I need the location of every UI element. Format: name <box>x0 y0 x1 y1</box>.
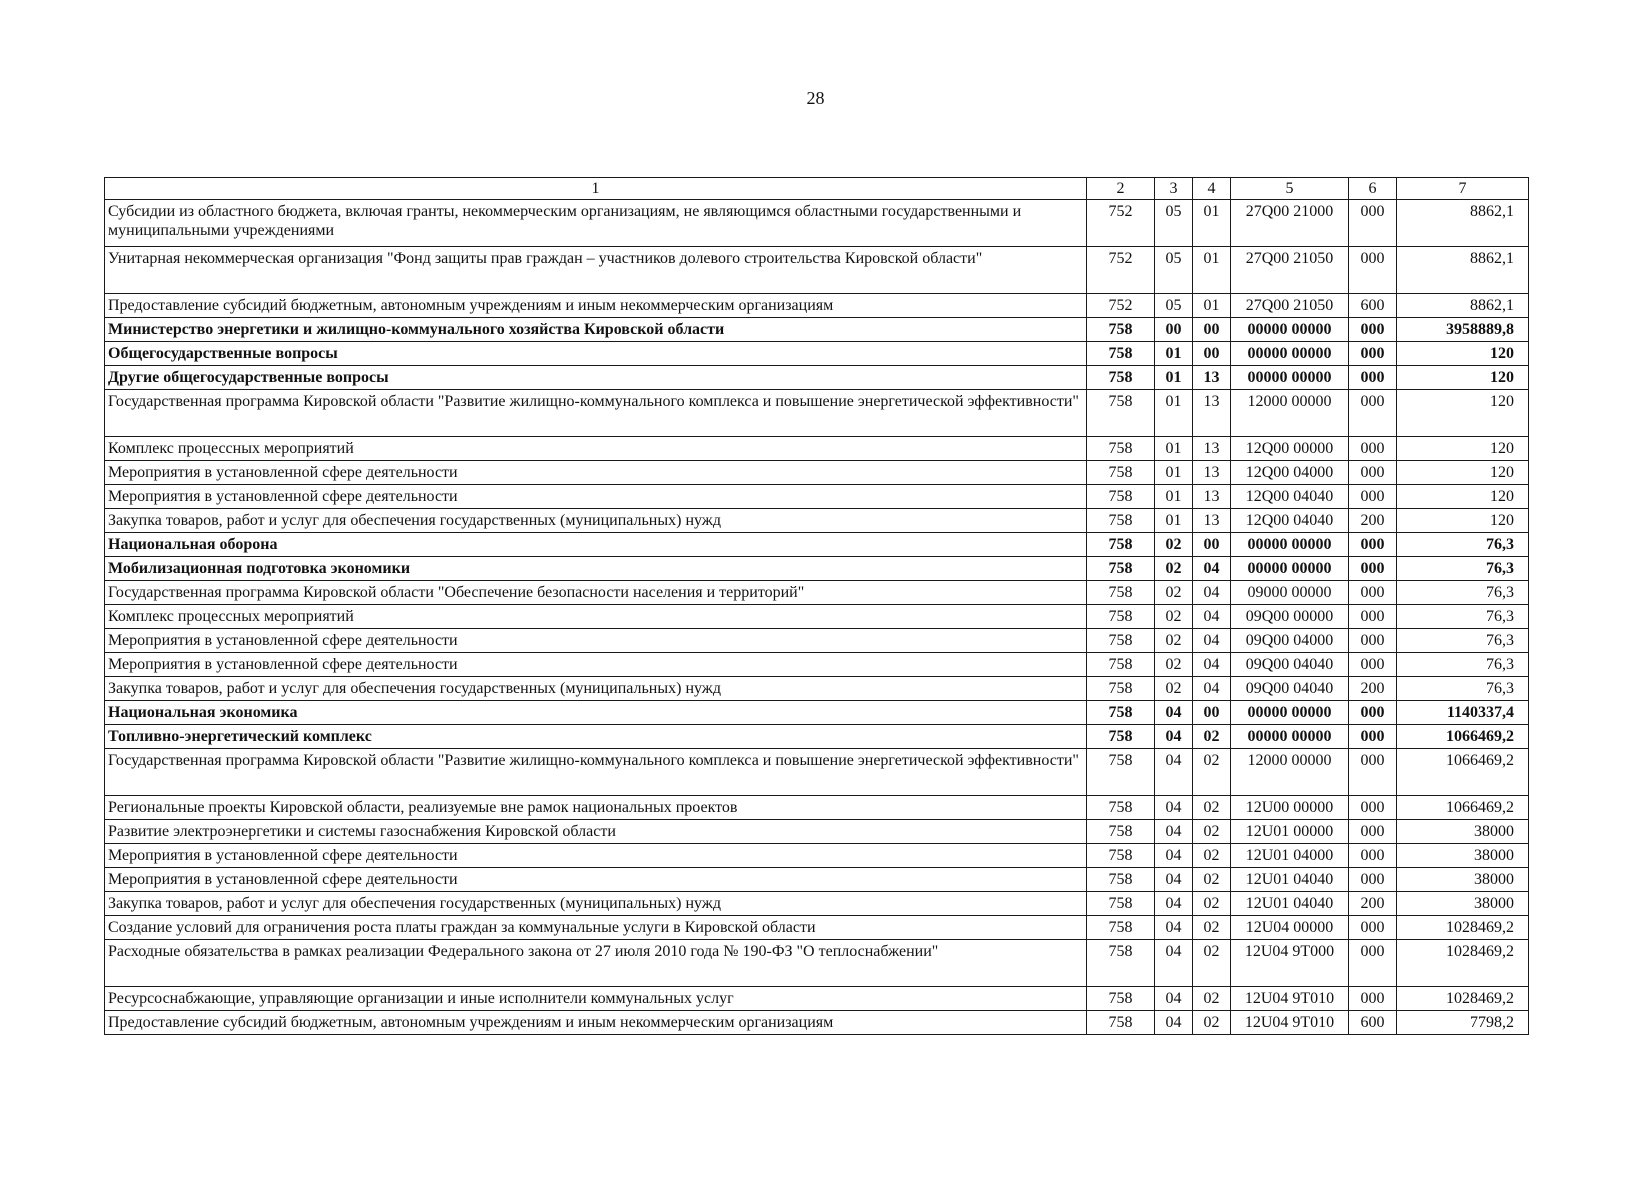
row-section-cell: 04 <box>1155 820 1193 844</box>
row-admin-code-cell: 758 <box>1087 892 1155 916</box>
row-section-cell: 02 <box>1155 581 1193 605</box>
table-row <box>105 677 1529 701</box>
row-name-cell: Государственная программа Кировской области "Обеспечение безопасности населения и территорий" <box>105 581 1087 605</box>
column-header: 6 <box>1349 178 1397 200</box>
row-admin-code-cell: 758 <box>1087 557 1155 581</box>
row-section-cell: 02 <box>1155 653 1193 677</box>
row-subsection-cell: 04 <box>1193 605 1231 629</box>
table-row <box>105 820 1529 844</box>
row-target-article-cell: 09Q00 00000 <box>1231 605 1349 629</box>
row-subsection-cell: 02 <box>1193 725 1231 749</box>
row-subsection-cell: 02 <box>1193 892 1231 916</box>
row-name-cell: Министерство энергетики и жилищно-коммунального хозяйства Кировской области <box>105 318 1087 342</box>
row-section-cell: 02 <box>1155 605 1193 629</box>
row-subsection-cell: 13 <box>1193 437 1231 461</box>
row-name-cell: Мероприятия в установленной сфере деятельности <box>105 629 1087 653</box>
row-subsection-cell: 00 <box>1193 701 1231 725</box>
row-section-cell: 04 <box>1155 940 1193 987</box>
row-amount-cell: 120 <box>1397 437 1529 461</box>
row-admin-code-cell: 758 <box>1087 342 1155 366</box>
row-amount-cell: 38000 <box>1397 892 1529 916</box>
table-row <box>105 557 1529 581</box>
table-row <box>105 485 1529 509</box>
row-name-cell: Расходные обязательства в рамках реализации Федерального закона от 27 июля 2010 года № 190-ФЗ "О теплоснабжении" <box>105 940 1087 987</box>
row-target-article-cell: 00000 00000 <box>1231 366 1349 390</box>
row-expense-type-cell: 600 <box>1349 294 1397 318</box>
row-amount-cell: 120 <box>1397 509 1529 533</box>
row-target-article-cell: 12Q00 00000 <box>1231 437 1349 461</box>
row-admin-code-cell: 758 <box>1087 366 1155 390</box>
table-row <box>105 868 1529 892</box>
row-admin-code-cell: 758 <box>1087 1011 1155 1035</box>
row-section-cell: 05 <box>1155 200 1193 247</box>
row-section-cell: 04 <box>1155 701 1193 725</box>
row-name-cell: Национальная оборона <box>105 533 1087 557</box>
row-expense-type-cell: 000 <box>1349 366 1397 390</box>
row-admin-code-cell: 758 <box>1087 701 1155 725</box>
table-row <box>105 749 1529 796</box>
row-subsection-cell: 02 <box>1193 916 1231 940</box>
row-admin-code-cell: 758 <box>1087 868 1155 892</box>
row-expense-type-cell: 000 <box>1349 533 1397 557</box>
row-expense-type-cell: 200 <box>1349 509 1397 533</box>
row-section-cell: 04 <box>1155 987 1193 1011</box>
table-row <box>105 605 1529 629</box>
row-name-cell: Ресурсоснабжающие, управляющие организации и иные исполнители коммунальных услуг <box>105 987 1087 1011</box>
row-section-cell: 00 <box>1155 318 1193 342</box>
row-target-article-cell: 12U04 9T000 <box>1231 940 1349 987</box>
row-target-article-cell: 12U01 00000 <box>1231 820 1349 844</box>
row-subsection-cell: 00 <box>1193 533 1231 557</box>
row-admin-code-cell: 758 <box>1087 796 1155 820</box>
row-subsection-cell: 02 <box>1193 820 1231 844</box>
row-expense-type-cell: 000 <box>1349 342 1397 366</box>
table-row <box>105 940 1529 987</box>
row-section-cell: 01 <box>1155 485 1193 509</box>
row-target-article-cell: 12U04 00000 <box>1231 916 1349 940</box>
row-target-article-cell: 00000 00000 <box>1231 533 1349 557</box>
row-target-article-cell: 12Q00 04000 <box>1231 461 1349 485</box>
row-name-cell: Мероприятия в установленной сфере деятельности <box>105 653 1087 677</box>
column-header: 3 <box>1155 178 1193 200</box>
table-row <box>105 844 1529 868</box>
table-row <box>105 342 1529 366</box>
row-admin-code-cell: 758 <box>1087 533 1155 557</box>
row-admin-code-cell: 758 <box>1087 940 1155 987</box>
row-target-article-cell: 12000 00000 <box>1231 390 1349 437</box>
row-target-article-cell: 00000 00000 <box>1231 725 1349 749</box>
table-row <box>105 294 1529 318</box>
row-target-article-cell: 12U04 9T010 <box>1231 987 1349 1011</box>
column-header: 1 <box>105 178 1087 200</box>
row-name-cell: Комплекс процессных мероприятий <box>105 437 1087 461</box>
table-row <box>105 509 1529 533</box>
row-expense-type-cell: 000 <box>1349 820 1397 844</box>
row-admin-code-cell: 758 <box>1087 749 1155 796</box>
row-admin-code-cell: 758 <box>1087 509 1155 533</box>
row-amount-cell: 1066469,2 <box>1397 796 1529 820</box>
row-expense-type-cell: 200 <box>1349 677 1397 701</box>
row-section-cell: 04 <box>1155 725 1193 749</box>
table-row <box>105 987 1529 1011</box>
row-subsection-cell: 04 <box>1193 581 1231 605</box>
table-row <box>105 366 1529 390</box>
header-row <box>105 178 1529 200</box>
table-row <box>105 916 1529 940</box>
row-name-cell: Другие общегосударственные вопросы <box>105 366 1087 390</box>
row-name-cell: Предоставление субсидий бюджетным, автономным учреждениям и иным некоммерческим организациям <box>105 294 1087 318</box>
row-admin-code-cell: 752 <box>1087 294 1155 318</box>
row-section-cell: 04 <box>1155 796 1193 820</box>
row-target-article-cell: 12U04 9T010 <box>1231 1011 1349 1035</box>
row-expense-type-cell: 000 <box>1349 844 1397 868</box>
row-name-cell: Мероприятия в установленной сфере деятельности <box>105 485 1087 509</box>
table-row <box>105 892 1529 916</box>
table-row <box>105 533 1529 557</box>
row-subsection-cell: 02 <box>1193 796 1231 820</box>
row-admin-code-cell: 758 <box>1087 629 1155 653</box>
row-admin-code-cell: 758 <box>1087 581 1155 605</box>
row-amount-cell: 1028469,2 <box>1397 916 1529 940</box>
row-section-cell: 04 <box>1155 868 1193 892</box>
row-admin-code-cell: 758 <box>1087 820 1155 844</box>
row-name-cell: Мобилизационная подготовка экономики <box>105 557 1087 581</box>
row-subsection-cell: 04 <box>1193 629 1231 653</box>
row-admin-code-cell: 758 <box>1087 390 1155 437</box>
row-amount-cell: 120 <box>1397 461 1529 485</box>
row-section-cell: 02 <box>1155 557 1193 581</box>
table-row <box>105 725 1529 749</box>
row-section-cell: 01 <box>1155 509 1193 533</box>
row-subsection-cell: 01 <box>1193 200 1231 247</box>
column-header: 5 <box>1231 178 1349 200</box>
row-expense-type-cell: 000 <box>1349 868 1397 892</box>
row-amount-cell: 120 <box>1397 485 1529 509</box>
row-amount-cell: 120 <box>1397 342 1529 366</box>
row-subsection-cell: 13 <box>1193 485 1231 509</box>
row-amount-cell: 1028469,2 <box>1397 987 1529 1011</box>
row-target-article-cell: 00000 00000 <box>1231 557 1349 581</box>
row-target-article-cell: 00000 00000 <box>1231 318 1349 342</box>
table-row <box>105 247 1529 294</box>
row-expense-type-cell: 000 <box>1349 629 1397 653</box>
row-subsection-cell: 13 <box>1193 390 1231 437</box>
row-expense-type-cell: 000 <box>1349 916 1397 940</box>
row-admin-code-cell: 752 <box>1087 247 1155 294</box>
row-name-cell: Региональные проекты Кировской области, реализуемые вне рамок национальных проектов <box>105 796 1087 820</box>
row-section-cell: 01 <box>1155 461 1193 485</box>
row-expense-type-cell: 000 <box>1349 461 1397 485</box>
row-subsection-cell: 02 <box>1193 749 1231 796</box>
page-number: 28 <box>806 88 825 108</box>
row-name-cell: Развитие электроэнергетики и системы газоснабжения Кировской области <box>105 820 1087 844</box>
row-name-cell: Унитарная некоммерческая организация "Фонд защиты прав граждан – участников долевого строительства Кировской области" <box>105 247 1087 294</box>
row-subsection-cell: 04 <box>1193 557 1231 581</box>
row-name-cell: Мероприятия в установленной сфере деятельности <box>105 868 1087 892</box>
row-amount-cell: 8862,1 <box>1397 200 1529 247</box>
row-expense-type-cell: 000 <box>1349 581 1397 605</box>
row-target-article-cell: 00000 00000 <box>1231 342 1349 366</box>
table-row <box>105 200 1529 247</box>
row-target-article-cell: 12U00 00000 <box>1231 796 1349 820</box>
table-row <box>105 796 1529 820</box>
budget-table <box>104 177 1529 1035</box>
row-expense-type-cell: 000 <box>1349 318 1397 342</box>
row-subsection-cell: 01 <box>1193 247 1231 294</box>
row-amount-cell: 1066469,2 <box>1397 749 1529 796</box>
row-section-cell: 05 <box>1155 247 1193 294</box>
row-admin-code-cell: 752 <box>1087 200 1155 247</box>
row-section-cell: 01 <box>1155 366 1193 390</box>
row-amount-cell: 8862,1 <box>1397 247 1529 294</box>
table-row <box>105 461 1529 485</box>
row-amount-cell: 1140337,4 <box>1397 701 1529 725</box>
row-amount-cell: 76,3 <box>1397 533 1529 557</box>
row-expense-type-cell: 000 <box>1349 390 1397 437</box>
row-subsection-cell: 01 <box>1193 294 1231 318</box>
row-expense-type-cell: 000 <box>1349 796 1397 820</box>
row-name-cell: Закупка товаров, работ и услуг для обеспечения государственных (муниципальных) нужд <box>105 677 1087 701</box>
row-target-article-cell: 27Q00 21000 <box>1231 200 1349 247</box>
table-row <box>105 581 1529 605</box>
row-amount-cell: 76,3 <box>1397 557 1529 581</box>
row-section-cell: 02 <box>1155 677 1193 701</box>
row-subsection-cell: 02 <box>1193 868 1231 892</box>
row-target-article-cell: 09Q00 04040 <box>1231 653 1349 677</box>
row-admin-code-cell: 758 <box>1087 437 1155 461</box>
row-admin-code-cell: 758 <box>1087 605 1155 629</box>
row-target-article-cell: 09000 00000 <box>1231 581 1349 605</box>
table-row <box>105 701 1529 725</box>
row-section-cell: 01 <box>1155 437 1193 461</box>
table-row <box>105 437 1529 461</box>
row-name-cell: Закупка товаров, работ и услуг для обеспечения государственных (муниципальных) нужд <box>105 509 1087 533</box>
row-amount-cell: 1028469,2 <box>1397 940 1529 987</box>
row-target-article-cell: 12000 00000 <box>1231 749 1349 796</box>
table-row <box>105 653 1529 677</box>
row-target-article-cell: 12U01 04000 <box>1231 844 1349 868</box>
table-row <box>105 318 1529 342</box>
row-section-cell: 02 <box>1155 629 1193 653</box>
row-name-cell: Национальная экономика <box>105 701 1087 725</box>
row-name-cell: Мероприятия в установленной сфере деятельности <box>105 844 1087 868</box>
row-admin-code-cell: 758 <box>1087 677 1155 701</box>
row-target-article-cell: 12Q00 04040 <box>1231 509 1349 533</box>
row-subsection-cell: 02 <box>1193 987 1231 1011</box>
row-name-cell: Общегосударственные вопросы <box>105 342 1087 366</box>
row-admin-code-cell: 758 <box>1087 653 1155 677</box>
row-expense-type-cell: 600 <box>1349 1011 1397 1035</box>
row-admin-code-cell: 758 <box>1087 461 1155 485</box>
row-expense-type-cell: 000 <box>1349 653 1397 677</box>
table-row <box>105 1011 1529 1035</box>
row-amount-cell: 8862,1 <box>1397 294 1529 318</box>
row-expense-type-cell: 000 <box>1349 701 1397 725</box>
row-subsection-cell: 13 <box>1193 461 1231 485</box>
column-header: 4 <box>1193 178 1231 200</box>
row-subsection-cell: 04 <box>1193 677 1231 701</box>
row-section-cell: 04 <box>1155 892 1193 916</box>
row-expense-type-cell: 000 <box>1349 437 1397 461</box>
row-subsection-cell: 00 <box>1193 318 1231 342</box>
column-header: 7 <box>1397 178 1529 200</box>
row-amount-cell: 38000 <box>1397 820 1529 844</box>
row-amount-cell: 1066469,2 <box>1397 725 1529 749</box>
row-target-article-cell: 09Q00 04040 <box>1231 677 1349 701</box>
row-name-cell: Субсидии из областного бюджета, включая гранты, некоммерческим организациям, не являющимся областными государственными и муниципальными учреждениями <box>105 200 1087 247</box>
row-expense-type-cell: 000 <box>1349 200 1397 247</box>
row-subsection-cell: 13 <box>1193 509 1231 533</box>
row-expense-type-cell: 000 <box>1349 940 1397 987</box>
row-section-cell: 04 <box>1155 916 1193 940</box>
row-amount-cell: 76,3 <box>1397 629 1529 653</box>
table-row <box>105 629 1529 653</box>
row-section-cell: 01 <box>1155 390 1193 437</box>
table-row <box>105 390 1529 437</box>
row-target-article-cell: 12U01 04040 <box>1231 892 1349 916</box>
row-section-cell: 05 <box>1155 294 1193 318</box>
row-admin-code-cell: 758 <box>1087 725 1155 749</box>
row-expense-type-cell: 000 <box>1349 605 1397 629</box>
column-header: 2 <box>1087 178 1155 200</box>
row-name-cell: Государственная программа Кировской области "Развитие жилищно-коммунального комплекса и повышение энергетической эффективности" <box>105 749 1087 796</box>
row-expense-type-cell: 000 <box>1349 987 1397 1011</box>
row-target-article-cell: 12U01 04040 <box>1231 868 1349 892</box>
row-subsection-cell: 02 <box>1193 1011 1231 1035</box>
row-admin-code-cell: 758 <box>1087 987 1155 1011</box>
row-amount-cell: 120 <box>1397 366 1529 390</box>
row-amount-cell: 76,3 <box>1397 581 1529 605</box>
row-expense-type-cell: 000 <box>1349 749 1397 796</box>
row-name-cell: Мероприятия в установленной сфере деятельности <box>105 461 1087 485</box>
row-amount-cell: 76,3 <box>1397 605 1529 629</box>
row-subsection-cell: 02 <box>1193 844 1231 868</box>
row-expense-type-cell: 000 <box>1349 725 1397 749</box>
row-name-cell: Закупка товаров, работ и услуг для обеспечения государственных (муниципальных) нужд <box>105 892 1087 916</box>
row-admin-code-cell: 758 <box>1087 485 1155 509</box>
row-subsection-cell: 13 <box>1193 366 1231 390</box>
row-target-article-cell: 00000 00000 <box>1231 701 1349 725</box>
table-body <box>105 200 1529 1035</box>
row-expense-type-cell: 000 <box>1349 557 1397 581</box>
row-target-article-cell: 09Q00 04000 <box>1231 629 1349 653</box>
row-admin-code-cell: 758 <box>1087 318 1155 342</box>
row-amount-cell: 76,3 <box>1397 677 1529 701</box>
row-admin-code-cell: 758 <box>1087 844 1155 868</box>
row-name-cell: Создание условий для ограничения роста платы граждан за коммунальные услуги в Кировской области <box>105 916 1087 940</box>
row-amount-cell: 3958889,8 <box>1397 318 1529 342</box>
row-amount-cell: 38000 <box>1397 844 1529 868</box>
row-subsection-cell: 02 <box>1193 940 1231 987</box>
row-amount-cell: 76,3 <box>1397 653 1529 677</box>
row-name-cell: Топливно-энергетический комплекс <box>105 725 1087 749</box>
row-amount-cell: 38000 <box>1397 868 1529 892</box>
row-section-cell: 04 <box>1155 1011 1193 1035</box>
row-section-cell: 04 <box>1155 749 1193 796</box>
row-expense-type-cell: 200 <box>1349 892 1397 916</box>
row-admin-code-cell: 758 <box>1087 916 1155 940</box>
row-section-cell: 02 <box>1155 533 1193 557</box>
row-name-cell: Государственная программа Кировской области "Развитие жилищно-коммунального комплекса и повышение энергетической эффективности" <box>105 390 1087 437</box>
row-expense-type-cell: 000 <box>1349 485 1397 509</box>
row-target-article-cell: 27Q00 21050 <box>1231 247 1349 294</box>
row-amount-cell: 120 <box>1397 390 1529 437</box>
row-name-cell: Комплекс процессных мероприятий <box>105 605 1087 629</box>
row-subsection-cell: 00 <box>1193 342 1231 366</box>
row-section-cell: 04 <box>1155 844 1193 868</box>
row-subsection-cell: 04 <box>1193 653 1231 677</box>
row-target-article-cell: 27Q00 21050 <box>1231 294 1349 318</box>
row-target-article-cell: 12Q00 04040 <box>1231 485 1349 509</box>
row-expense-type-cell: 000 <box>1349 247 1397 294</box>
row-section-cell: 01 <box>1155 342 1193 366</box>
row-amount-cell: 7798,2 <box>1397 1011 1529 1035</box>
row-name-cell: Предоставление субсидий бюджетным, автономным учреждениям и иным некоммерческим организациям <box>105 1011 1087 1035</box>
